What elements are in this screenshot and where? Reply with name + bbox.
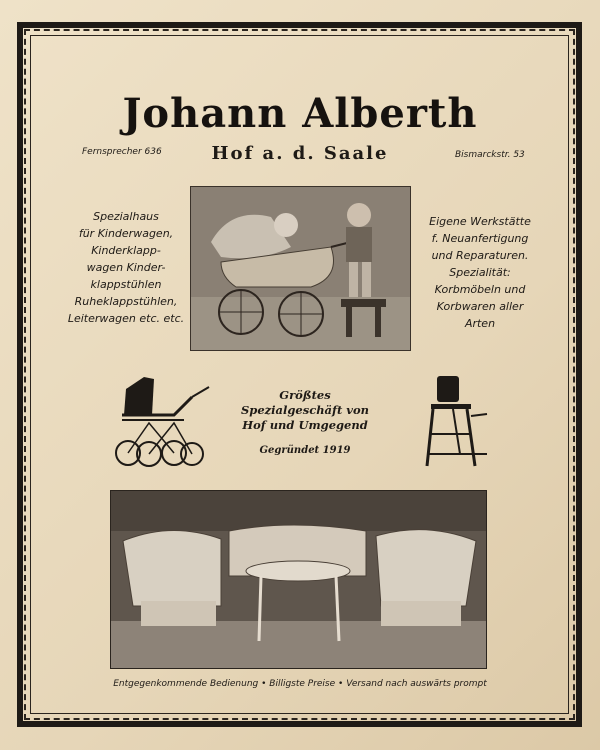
- workshop-line: Korbwaren aller: [436, 300, 524, 313]
- specialty-line: Ruheklappstühlen,: [74, 295, 178, 308]
- specialty-line: Kinderklapp-: [91, 244, 161, 257]
- workshop-line: und Reparaturen.: [431, 249, 529, 262]
- slogan-line: Spezialgeschäft von: [240, 403, 369, 417]
- workshop-line: f. Neuanfertigung: [431, 232, 529, 245]
- workshop-line: Arten: [464, 317, 496, 330]
- workshop-line: Spezialität:: [449, 266, 511, 279]
- footer-tagline: Entgegenkommende Bedienung • Billigste Preise • Versand nach auswärts prompt: [113, 679, 487, 689]
- specialty-line: wagen Kinder-: [86, 261, 166, 274]
- phone-number: Fernsprecher 636: [82, 147, 162, 157]
- specialty-line: Spezialhaus: [93, 210, 159, 223]
- workshop-line: Korbmöbeln und: [434, 283, 526, 296]
- company-title: Johann Alberth: [122, 90, 478, 137]
- street-address: Bismarckstr. 53: [455, 150, 525, 160]
- workshop-info: [420, 213, 540, 332]
- slogan-line: Größtes: [279, 388, 331, 402]
- founded-year: Gegründet 1919: [259, 445, 351, 456]
- specialty-line: klappstühlen: [90, 278, 162, 291]
- specialty-line: Leiterwagen etc. etc.: [67, 312, 185, 325]
- slogan-block: [230, 388, 380, 456]
- company-location: Hof a. d. Saale: [211, 143, 389, 164]
- stroller-icon: [114, 375, 214, 468]
- workshop-line: Eigene Werkstätte: [429, 215, 531, 228]
- slogan-line: Hof und Umgegend: [242, 418, 368, 432]
- wicker-furniture-photo: [110, 490, 487, 669]
- specialty-line: für Kinderwagen,: [78, 227, 174, 240]
- highchair-icon: [425, 374, 490, 469]
- pram-boy-photo: [190, 186, 411, 351]
- specialty-list: [66, 208, 186, 327]
